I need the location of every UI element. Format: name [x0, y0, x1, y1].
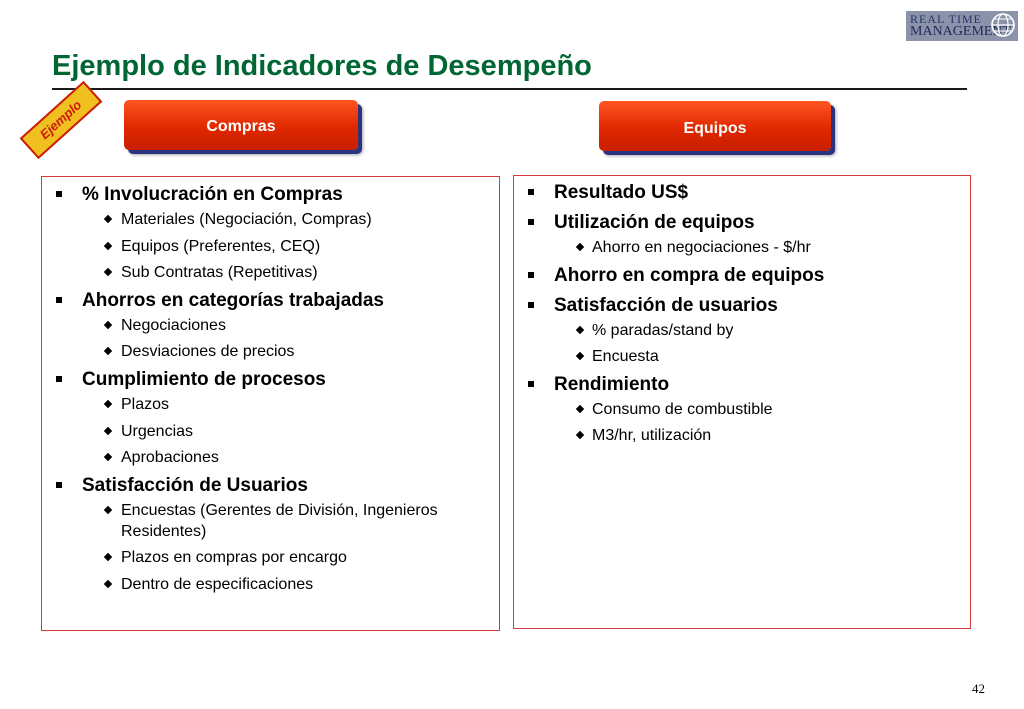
- square-bullet-icon: [56, 191, 62, 197]
- square-bullet-icon: [528, 189, 534, 195]
- sub-item-label: Encuestas (Gerentes de División, Ingenieros Residentes): [121, 501, 438, 540]
- list-item: [526, 373, 960, 447]
- diamond-bullet-icon: [104, 215, 112, 223]
- diamond-bullet-icon: [104, 553, 112, 561]
- list-item: [526, 211, 960, 258]
- sub-item: [54, 500, 489, 542]
- diamond-bullet-icon: [576, 405, 584, 413]
- sub-item: [526, 346, 960, 367]
- sub-item-label: Plazos: [121, 395, 170, 413]
- square-bullet-icon: [528, 219, 534, 225]
- sub-item-label: Materiales (Negociación, Compras): [121, 211, 372, 228]
- company-logo: [906, 11, 1018, 41]
- list-item: [526, 264, 960, 287]
- sub-item: [54, 394, 489, 415]
- indicator-label: Satisfacción de usuarios: [554, 294, 778, 316]
- sub-item: [54, 574, 489, 595]
- list-item: [526, 181, 960, 204]
- sub-item: [526, 320, 960, 341]
- list-item: [54, 368, 489, 468]
- square-bullet-icon: [56, 297, 62, 303]
- diamond-bullet-icon: [104, 453, 112, 461]
- sub-item-label: Negociaciones: [121, 316, 226, 334]
- diamond-bullet-icon: [576, 431, 584, 439]
- sub-item-label: Aprobaciones: [121, 449, 219, 467]
- sub-item-label: Consumo de combustible: [592, 400, 773, 418]
- example-tag: Ejemplo: [20, 81, 103, 159]
- list-item: [526, 294, 960, 368]
- diamond-bullet-icon: [576, 352, 584, 360]
- sub-item-label: Ahorro en negociaciones - $/hr: [592, 239, 811, 256]
- square-bullet-icon: [528, 302, 534, 308]
- sub-item: [54, 315, 489, 336]
- indicator-label: Utilización de equipos: [554, 212, 755, 233]
- indicator-label: % Involucración en Compras: [82, 184, 343, 205]
- list-item: [54, 474, 489, 595]
- square-bullet-icon: [56, 376, 62, 382]
- diamond-bullet-icon: [104, 400, 112, 408]
- indicator-label: Ahorros en categorías trabajadas: [82, 289, 384, 311]
- diamond-bullet-icon: [104, 426, 112, 434]
- sub-item: [54, 341, 489, 362]
- sub-item-label: Encuesta: [592, 348, 659, 366]
- tab-compras: Compras: [124, 100, 358, 150]
- diamond-bullet-icon: [104, 268, 112, 276]
- sub-item-label: Dentro de especificaciones: [121, 575, 314, 593]
- equipos-panel: [513, 175, 971, 629]
- sub-item: [54, 421, 489, 442]
- indicator-label: Resultado US$: [554, 182, 689, 203]
- indicator-label: Cumplimiento de procesos: [82, 368, 326, 390]
- sub-item-label: Sub Contratas (Repetitivas): [121, 264, 318, 282]
- sub-item-label: Plazos en compras por encargo: [121, 549, 347, 567]
- sub-item: [54, 447, 489, 468]
- sub-item-label: Urgencias: [121, 422, 194, 440]
- indicator-label: Ahorro en compra de equipos: [554, 264, 825, 286]
- square-bullet-icon: [528, 272, 534, 278]
- logo-line-2: MANAGEMENT: [910, 24, 1012, 39]
- sub-item: [54, 209, 489, 230]
- diamond-bullet-icon: [576, 243, 584, 251]
- list-item: [54, 183, 489, 283]
- sub-item: [54, 262, 489, 283]
- compras-list: [42, 177, 499, 601]
- sub-item-label: Desviaciones de precios: [121, 343, 295, 361]
- sub-item: [54, 547, 489, 568]
- sub-item-label: % paradas/stand by: [592, 321, 734, 339]
- diamond-bullet-icon: [104, 347, 112, 355]
- globe-icon: [990, 12, 1016, 38]
- logo-line-1: REAL TIME: [910, 12, 982, 26]
- diamond-bullet-icon: [104, 506, 112, 514]
- sub-item-label: M3/hr, utilización: [592, 427, 712, 445]
- sub-item: [526, 425, 960, 446]
- page-number: 42: [972, 681, 985, 696]
- diamond-bullet-icon: [104, 321, 112, 329]
- list-item: [54, 289, 489, 363]
- diamond-bullet-icon: [576, 325, 584, 333]
- equipos-list: [514, 176, 970, 452]
- indicator-label: Rendimiento: [554, 373, 670, 395]
- page-title: Ejemplo de Indicadores de Desempeño: [52, 50, 592, 82]
- indicator-label: Satisfacción de Usuarios: [82, 474, 308, 496]
- tab-equipos: Equipos: [599, 101, 831, 151]
- square-bullet-icon: [56, 482, 62, 488]
- sub-item: [526, 237, 960, 258]
- title-underline: [52, 88, 967, 90]
- square-bullet-icon: [528, 381, 534, 387]
- compras-panel: [41, 176, 500, 631]
- diamond-bullet-icon: [104, 580, 112, 588]
- sub-item: [526, 399, 960, 420]
- sub-item-label: Equipos (Preferentes, CEQ): [121, 237, 321, 255]
- sub-item: [54, 236, 489, 257]
- diamond-bullet-icon: [104, 241, 112, 249]
